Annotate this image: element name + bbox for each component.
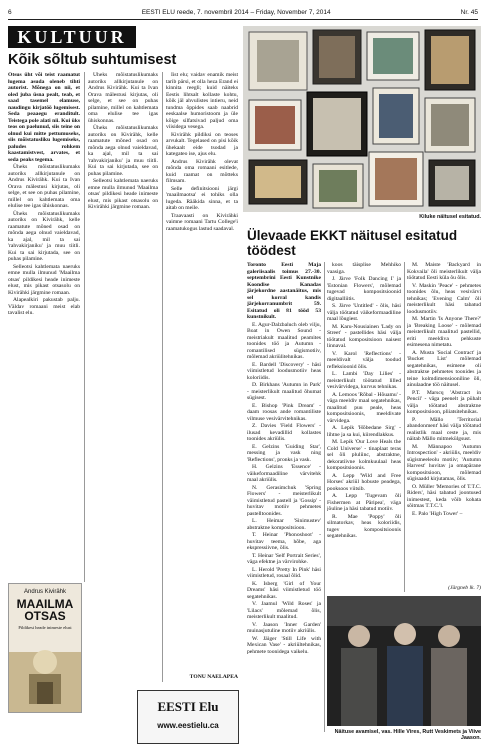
top-photo-caption: Kiluke näitusel esitatud.	[419, 214, 481, 220]
article2-paragraph: V. Maskin 'Peace' - pehmetes toonides õlu, heas vesivärvi tehnikas; 'Evening Calm' õli meisterlikult häsi tabatud loodusmotiiv.	[407, 282, 481, 315]
header-rule	[8, 19, 478, 20]
gallery-artworks	[243, 26, 481, 212]
article2-paragraph: M. Männapoo 'Autumn Introspection' - akriülis, meeldiv sügismeeleolu motiiv; 'Autumn Harvest' huvitav ja omapärane kompositsioon, mõlemad sügisaadd kirjutamas, õlis.	[407, 443, 481, 482]
article2-paragraph: M. Karu-Nousiainen 'Lady on Street' - pastellides häsi välja töötatud kompositsioon naisest linnaval.	[327, 323, 401, 349]
article2-paragraph: M. Maiste 'Backyard in Kokvaila' õli meisterlikult välja töötatud Eesti küla õu õlis.	[407, 262, 481, 281]
article1-paragraph: Selleotsi kahtlemata naeruks emne mulla ilmunud 'Maailma otsas' pildikesi heade inimeste elust, mis pikast otsasolu on Kivirähki järgmine romaan.	[88, 178, 158, 210]
article1-paragraph: Iist elu; vaidav enamik meist tarib pärsi, et olla heza Erand ei kinnita reegli; kuid näiteks Eestis lihtsalt kollaste kohtu, kõik jäl ahvulistes intieru, neid tundma õppides saab naabrid eeskaalse humoristoom ja üle kõige silfatsivad paljud oma viisidega vesega.	[166, 72, 238, 130]
article1-paragraph: Alapealkiri pakustab palju. Väldav romaani meist elab tavalist elu.	[8, 297, 80, 316]
article2-paragraph: E. Palo 'High Tower' –	[412, 510, 463, 517]
section-label: KULTUUR	[8, 26, 136, 48]
book-cover	[8, 583, 82, 713]
article2-paragraph: K. Isberg 'Girl of Your Dreams' häsi viimistletud töö segatehnikas.	[247, 580, 321, 600]
article2-paragraph: N. Gerasimchuk 'Spring Flowers' - meisterlikult väimistletud pastell ja 'Gossip' - huvitav motiiv pehmetes pastelltoonides.	[247, 484, 321, 517]
article2-paragraph: E. Bardell 'Discovery' - häsi viimistletud loodusmotiiv heas koloriidis.	[247, 361, 321, 381]
article2-paragraph: M. Martin 'Is Anyone There?' ja 'Breaking Loose' - mõlemad meisterlikult maalitud pastellid, eriti meeldiva pehkuste esimesena nimetatu.	[407, 316, 481, 348]
article2-paragraph: O. Müller 'Memories of T.T.C. Riders', häsi tabatud joontused inimestest, keda võib kohata sõitmas T.T.C.'l.	[407, 483, 481, 509]
article1-signature-box	[166, 674, 238, 684]
bottom-photo-caption: Näituse avamisel, vas. Hille Vires, Rutt Veskimets ja Viive Jaason.	[334, 729, 481, 741]
article1-paragraph: Andrus Kivirähk olevat mõnda oma romaani esitlede, kuid raamat on mõtteks filmsam.	[166, 158, 238, 184]
article2-paragraph: V. Jaason 'Inner Garden' muinasjutuline motiiv akriülis.	[247, 621, 321, 634]
article2-paragraph: koos täisplise Mehhiko vaasiga.	[327, 262, 401, 275]
article2-paragraph: D. Birkhans 'Autumn in Park' - meisterlikult maalitud õhumat sügisest.	[247, 382, 321, 401]
article2-paragraph: P. Mällo 'Territorial abandonment' häsi välja töötatud realistlik maal ceste ja, mis näitab Mällo mitmekülgsust.	[407, 416, 481, 442]
ad-url[interactable]: www.eestielu.ca	[157, 721, 219, 730]
article2-paragraph: A. Lepik 'Hõbedane Sirg' - lihtne ja sa kui, kiirendlakkus.	[327, 425, 401, 438]
book-subtitle: Pildikesi heade inimeste elust	[18, 625, 72, 630]
page-header	[8, 6, 478, 18]
newspaper-dateline: EESTI ELU reede, 7. novembril 2014 – Friday, November 7, 2014	[141, 8, 331, 16]
column-divider	[404, 262, 405, 592]
article2-paragraph: Z. Davies 'Field Flowers' - ilusad kevadillid kollastes toonides akriülis.	[247, 423, 321, 442]
article2-column-1	[247, 262, 321, 732]
column-divider	[324, 262, 325, 732]
article2-paragraph: A. Lepp 'Wild and Free Horses' akriül hobuste peadega, pooksoos viitsib.	[327, 472, 401, 492]
eesti-elu-ad[interactable]	[137, 690, 239, 744]
issue-number: Nr. 45	[460, 8, 478, 16]
column-divider	[162, 72, 163, 682]
article1-lead: Otsus üht või teist raamatut lugema asuda oleneb tihti autorist. Mõnega on nii, et oled juba üsna pealt, teab, et saad tasemel elamuse, naudingu kirjatöö lugemisest. Seda peaaegu eranditult. Teistega pole alati nii. Kui üks teos on paelunud, siis teine on olnud kui mitte pettumuseks, siis mõistatusliku lugemiseks, paludes rohkem kaastamistvest, arvates, et seda peaks tegema.	[8, 72, 80, 163]
article1-paragraph: Üheks mõistatuslikumaks autoriks on Kivirähk, kelle raamatute mõned osad on mõnda aega olnud vaieldavad, ka ajal, mil ta sai 'rahvakirjaniku' ja muu tiitli. Kui ta sai kirjutada, see on puhas pilamine.	[8, 210, 80, 262]
article2-lead: Toronto Eesti Maja galeriisaalis toimus 27.-30. septembrini Eesti Kunstnike Koondise Kanadas järjekordne aastanäitus, mis sel korral kandis järjekorranumbrit 59. Esitatud oli 81 tööd 53 kunstnikult.	[247, 262, 321, 320]
article2-paragraph: L. Heimar 'Sinimustev' abstraktne kompositsioon.	[247, 518, 321, 531]
article2-paragraph: A. Lemoos 'Rõbal - Hõuamu' - väga meeldiv maal segatehnikas, maalitud puu peale, heas kompositsioonis, meeldivate värvidega.	[327, 391, 401, 424]
article2-column-2	[327, 262, 401, 592]
article2-paragraph: T. Heinar 'Phonoshoot' - huvitav teema, hõbe, aga ekspressiivne, õlis.	[247, 532, 321, 551]
gallery-wall-photo	[243, 26, 481, 212]
article2-column-3	[407, 262, 481, 584]
article1-paragraph: Kivirähk pildiksi on teoses arvukalt. Tegelased on pisi kõik ühekaalt eide tsodad ja kategateo ise, ajus elu.	[166, 131, 238, 157]
ad-brand: EESTI Elu	[157, 699, 219, 714]
article2-paragraph: V. Jaamul 'Wild Roses' ja 'Lilacs' mõlemad õlis, meisterlikult maalitud.	[247, 601, 321, 620]
article1-column-2	[88, 72, 158, 672]
article1-column-3	[166, 72, 238, 672]
article1-signature: TÕNU NAELAPEA	[189, 674, 238, 680]
article1-column-1	[8, 72, 80, 580]
column-divider	[84, 72, 85, 582]
article2-paragraph: A. Musta 'Social Contract' ja 'Bucket List' mõlemad segatehnikas, esimene oli abstraktse pehmetes toonides ja teine kolmdimensiooniline õli, ainulaadne töö näitusel.	[407, 349, 481, 388]
article2-paragraph: S. Järve 'Untitled' - õlis, häsi välja töötatud väikeformaadiline maal lõugiest.	[327, 303, 401, 322]
article2-paragraph: L. Herold 'Pretty In Pink' häsi viimistletud, rosaal õlid.	[247, 566, 321, 579]
book-title: MAAILMA OTSAS	[16, 597, 74, 623]
article2-paragraph: E. Gelzins 'Guiding Star', messing ja vask ning 'Reflections', pronks ja vask.	[247, 443, 321, 463]
exhibition-opening-photo	[327, 596, 481, 726]
article2-paragraph: R. Mae 'Poppy' õli silmatorkav, heas koloriidis, tugev kompositsioonis segatehnikas.	[327, 513, 401, 539]
article2-paragraph: W. Jäiger 'Still Life with Mexican Vase' - akriültehnikas, pehmete toonidega vaikelu.	[247, 635, 321, 655]
article2-paragraph: E. Bishop 'Pink Dream' - daam roosas ande romantiliste vilmuse vesivärvitehnikas.	[247, 402, 321, 422]
article2-headline: Ülevaade EKKT näitusel esitatud töödest	[247, 228, 458, 258]
book-author: Andrus Kivirähk	[23, 589, 67, 595]
three-women-photo	[327, 596, 481, 726]
article1-paragraph: Üheks mõistatuslikumaks autoriks allkirjutanule on Andrus Kivirähk. Kui ta Ivan Orava mälestusi kirjutas, oli selge, et see on puhas pilamine, millel on kahtlemata oma elulise tee igas ühiskonnas.	[8, 164, 80, 209]
article1-paragraph: Üheks mõistatuslikumaks autoriks on Kivirähk, kelle raamatute mõned osad on mõnda aega olnud vaieldavad, ka ajal, mil ta sai 'rahvakirjaniku' ja muu tiitli. Kui ta sai kirjutada, see on puhas pilamine.	[88, 125, 158, 177]
article2-paragraph: H. Gelzins 'Essence' - väikeformaadiline värvitehk maal akriülis.	[247, 464, 321, 483]
article2-paragraph: L. Lambi 'Day Lilies' - meisterlikult töötatud lilled vesivärvidega, kurvus tehnikas.	[327, 371, 401, 390]
article2-paragraph: V. Karol 'Reflections' - meeldivalt välja toodud refleksioonid õlis.	[327, 350, 401, 370]
article2-paragraph: A. Lepp 'Tugevam õli Fishermen at Päripea', väga jõuline ja häsi tabatud motiiv.	[327, 493, 401, 512]
book-cover-illustration	[9, 632, 81, 712]
article2-paragraph: T. Heinar 'Self Portrait Series', väga efektne ja värvirohke.	[247, 552, 321, 565]
article1-paragraph: Selle definitsiooni järgi 'maailmaotsa' ei tohiks olla lugeda. Rääkida sinna, et ta aitab on meile.	[166, 185, 238, 211]
continued-note: (Järgneb lk. 7)	[448, 585, 481, 591]
page-number: 6	[8, 8, 12, 16]
article2-paragraph: P.T. Marscq 'Abstract in Pencil' - väga peenelt ja pühalt välja töötatud abstraktne kompositsioon, pliiatsitehnikas.	[407, 389, 481, 415]
article2-paragraph: J. Järve 'Folk Dancing I' ja 'Estonian Flowers', mõlemad tugevad kompositsioonid digitaalliitis.	[327, 276, 401, 302]
article2-paragraph: E. Agur-Dalzbaluch oleb vilju, Boat in Owen Sound - meistriakult maalitud peamites toonides töö ja Autumn - romantilised sügismotiiv, mõlemad akriülitehnikas.	[247, 321, 321, 360]
article1-paragraph: Üheks mõistatuslikumaks autoriks allkirjutanule on Andrus Kivirähk. Kui ta Ivan Orava mälestusi kirjutas, oli selge, et see on puhas pilamine, millel on kahtlemata oma elulise tee igas ühiskonnas.	[88, 72, 158, 124]
continued-note-box	[407, 585, 481, 593]
article2-paragraph: M. Lepik 'Our Love Heals the Cold Universe' - tinaplaat teras sel õli pluliinc, abstraktne, dekoratiivne kolmkuulaal heas kompositsioonis.	[327, 439, 401, 471]
article1-paragraph: Traavaasti on Kivirähki vaimne romaani Tartu College'i raamatukogus lastud saadaval.	[166, 212, 238, 232]
article1-paragraph: Selleotsi kahtlemata naeruks emne mulla ilmunud 'Maailma otsas' pildikesi heade inimeste elust, mis pikast otsasolu on Kivirähki järgmine romaan.	[8, 263, 80, 296]
article1-headline: Kõik sõltub suhtumisest	[8, 52, 177, 68]
